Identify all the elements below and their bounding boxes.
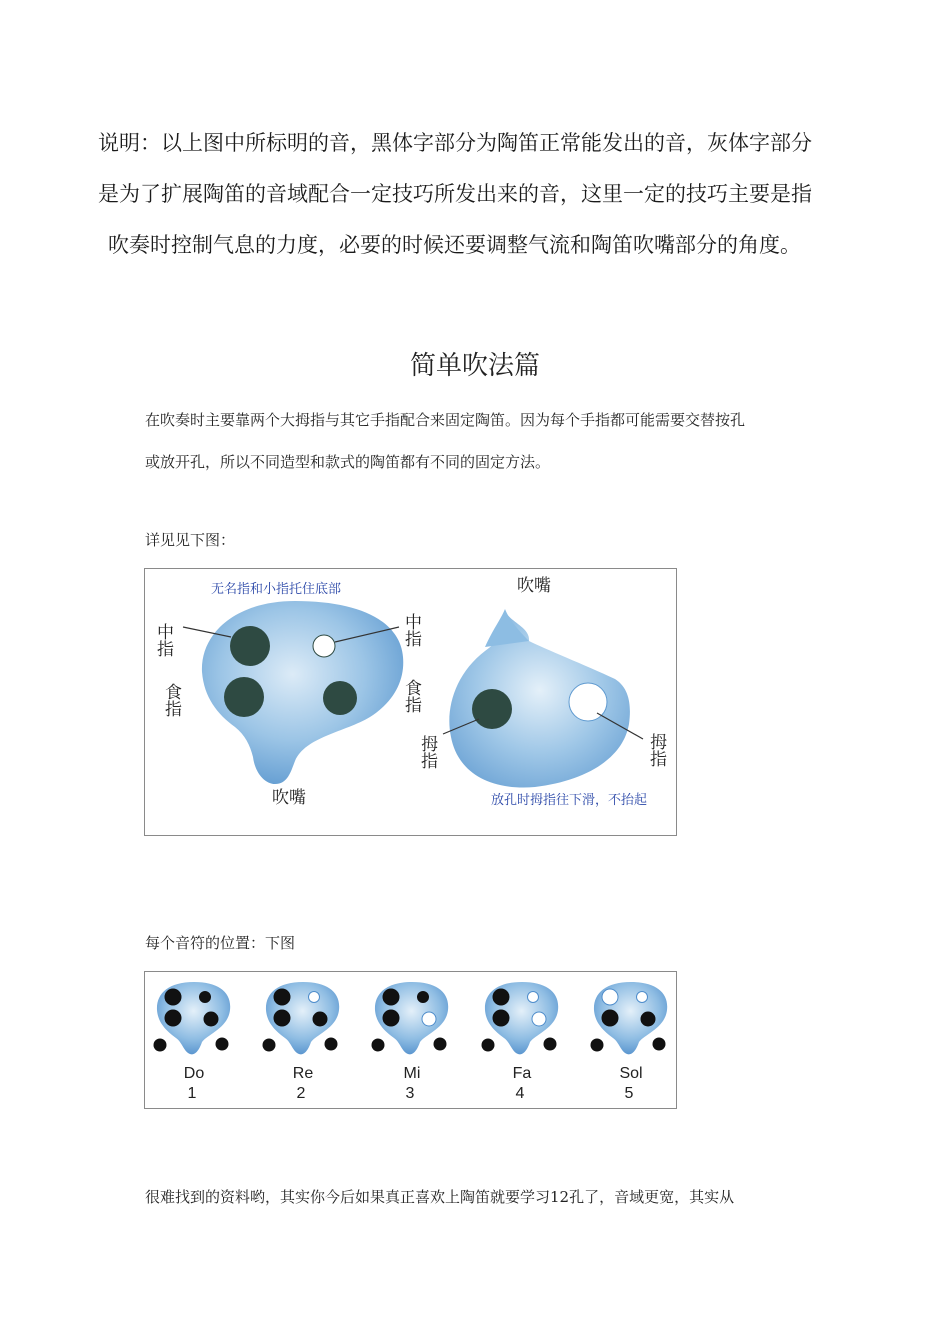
note-name-label: Fa: [512, 1065, 532, 1082]
front-hole-right-bottom: [323, 681, 357, 715]
thumb-hole-left: [154, 1039, 167, 1052]
note-top: 无名指和小指托住底部: [211, 582, 342, 597]
closed-hole: [165, 1010, 181, 1026]
open-hole: [309, 992, 320, 1003]
open-hole: [602, 989, 618, 1005]
back-hole-left: [472, 689, 512, 729]
note-bottom: 放孔时拇指往下滑，不抬起: [491, 793, 648, 808]
label-right-index: 食指: [401, 679, 421, 713]
intro-line-2: 是为了扩展陶笛的音域配合一定技巧所发出来的音，这里一定的技巧主要是指: [98, 182, 812, 206]
label-mouthpiece-back: 吹嘴: [517, 576, 551, 596]
note-number-label: 4: [515, 1085, 525, 1102]
thumb-hole-right: [434, 1038, 447, 1051]
note-name-label: Mi: [403, 1065, 421, 1082]
thumb-hole-right: [653, 1038, 666, 1051]
closed-hole: [200, 992, 211, 1003]
front-hole-right-top: [313, 635, 335, 657]
closed-hole: [641, 1012, 655, 1026]
closed-hole: [165, 989, 181, 1005]
section-title: 简单吹法篇: [409, 351, 540, 381]
thumb-hole-left: [263, 1039, 276, 1052]
intro-paragraph: [98, 118, 868, 271]
note-name-label: Re: [292, 1065, 314, 1082]
front-hole-left-bottom: [224, 677, 264, 717]
thumb-hole-right: [544, 1038, 557, 1051]
see-below-label: 详见见下图：: [145, 531, 236, 549]
fingering-chart: [144, 971, 677, 1109]
front-hole-left-top: [230, 626, 270, 666]
thumb-hole-left: [591, 1039, 604, 1052]
bottom-text: 很难找到的资料哟，其实你今后如果真正喜欢上陶笛就要学习12孔了，音域更宽，其实从: [145, 1188, 735, 1206]
label-left-thumb: 拇指: [417, 735, 437, 769]
open-hole: [528, 992, 539, 1003]
paragraph-line-2: 或放开孔，所以不同造型和款式的陶笛都有不同的固定方法。: [145, 453, 551, 471]
closed-hole: [383, 989, 399, 1005]
note-name-label: Do: [183, 1065, 205, 1082]
label-left-middle-vertical: 中指: [153, 623, 173, 657]
intro-line-1: 说明：以上图中所标明的音，黑体字部分为陶笛正常能发出的音，灰体字部分: [98, 131, 812, 155]
closed-hole: [313, 1012, 327, 1026]
closed-hole: [418, 992, 429, 1003]
label-left-index: 食指: [161, 683, 181, 717]
holding-diagram: [144, 568, 677, 836]
thumb-hole-left: [482, 1039, 495, 1052]
note-name-label: Sol: [619, 1065, 643, 1082]
intro-line-3: 吹奏时控制气息的力度，必要的时候还要调整气流和陶笛吹嘴部分的角度。: [108, 233, 801, 257]
closed-hole: [204, 1012, 218, 1026]
closed-hole: [274, 1010, 290, 1026]
closed-hole: [274, 989, 290, 1005]
closed-hole: [383, 1010, 399, 1026]
label-right-thumb: 拇指: [646, 733, 666, 767]
closed-hole: [602, 1010, 618, 1026]
thumb-hole-left: [372, 1039, 385, 1052]
thumb-hole-right: [216, 1038, 229, 1051]
open-hole: [422, 1012, 436, 1026]
paragraph-line-1: 在吹奏时主要靠两个大拇指与其它手指配合来固定陶笛。因为每个手指都可能需要交替按孔: [145, 411, 746, 429]
closed-hole: [493, 989, 509, 1005]
note-number-label: 2: [296, 1085, 306, 1102]
note-number-label: 1: [187, 1085, 197, 1102]
open-hole: [532, 1012, 546, 1026]
closed-hole: [493, 1010, 509, 1026]
note-number-label: 5: [624, 1085, 634, 1102]
note-number-label: 3: [405, 1085, 415, 1102]
open-hole: [637, 992, 648, 1003]
label-right-middle: 中指: [401, 613, 421, 647]
notes-caption: 每个音符的位置：下图: [145, 934, 296, 952]
label-mouthpiece-front: 吹嘴: [272, 788, 306, 808]
thumb-hole-right: [325, 1038, 338, 1051]
